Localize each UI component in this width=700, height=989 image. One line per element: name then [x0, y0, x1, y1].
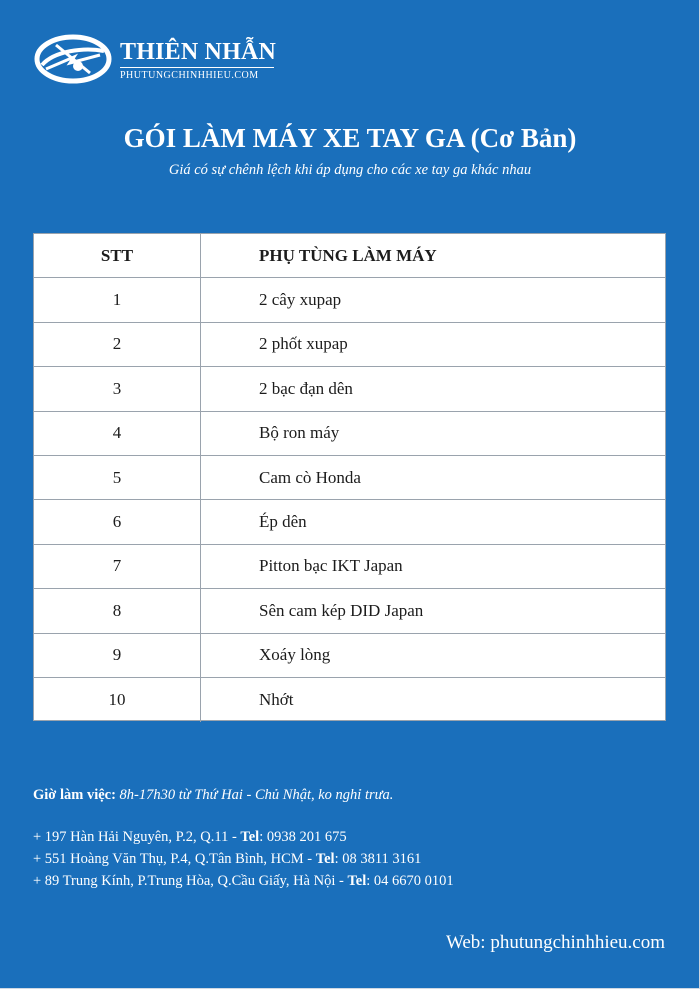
table-row [34, 323, 665, 367]
column-divider [200, 589, 201, 632]
row-part: Cam cò Honda [259, 467, 361, 487]
row-part: Ép dên [259, 512, 307, 532]
header-stt: STT [100, 245, 134, 265]
address-line [33, 829, 347, 846]
row-part: Sên cam kép DID Japan [259, 600, 424, 620]
row-stt: 10 [108, 690, 126, 710]
row-stt: 2 [112, 334, 122, 354]
parts-table [33, 233, 666, 721]
website-link[interactable]: Web: phutungchinhhieu.com [445, 932, 665, 953]
table-row [34, 412, 665, 456]
row-stt: 9 [112, 645, 122, 665]
row-part: Pitton bạc IKT Japan [259, 556, 403, 576]
table-row [34, 278, 665, 322]
table-row [34, 678, 665, 722]
header-part: PHỤ TÙNG LÀM MÁY [259, 245, 437, 265]
table-row [34, 634, 665, 678]
table-row [34, 367, 665, 411]
row-stt: 6 [112, 512, 122, 532]
address-text: + 197 Hàn Hải Nguyên, P.2, Q.11 - [33, 829, 241, 845]
working-hours-label: Giờ làm việc: [33, 787, 116, 803]
address-line [33, 851, 421, 868]
table-header-row [34, 234, 665, 278]
tel-label: Tel [315, 851, 335, 867]
address-line [33, 873, 454, 890]
phone-number[interactable]: : 0938 201 675 [259, 829, 347, 845]
working-hours [33, 787, 393, 804]
table-row [34, 456, 665, 500]
working-hours-value: 8h-17h30 từ Thứ Hai - Chủ Nhật, ko nghỉ trưa. [119, 787, 394, 803]
page-subtitle: Giá có sự chênh lệch khi áp dụng cho các xe tay ga khác nhau [168, 162, 532, 178]
row-stt: 3 [112, 378, 122, 398]
row-part: Nhớt [259, 690, 294, 710]
table-row [34, 589, 665, 633]
column-divider [200, 323, 201, 366]
brand-site: PHUTUNGCHINHHIEU.COM [120, 70, 259, 81]
row-stt: 8 [112, 600, 122, 620]
brand-logo[interactable] [34, 33, 294, 85]
column-divider [200, 456, 201, 499]
address-text: + 89 Trung Kính, P.Trung Hòa, Q.Cầu Giấy, Hà Nội - [33, 873, 348, 889]
row-part: Xoáy lòng [259, 645, 331, 665]
column-divider [200, 500, 201, 543]
column-divider [200, 545, 201, 588]
column-divider [200, 278, 201, 321]
row-part: 2 bạc đạn dên [259, 378, 353, 398]
column-divider [200, 367, 201, 410]
row-part: Bộ ron máy [259, 423, 340, 443]
column-divider [200, 234, 201, 277]
address-text: + 551 Hoàng Văn Thụ, P.4, Q.Tân Bình, HCM - [33, 851, 316, 867]
row-stt: 7 [112, 556, 122, 576]
row-part: 2 cây xupap [259, 290, 342, 310]
row-stt: 5 [112, 467, 122, 487]
row-part: 2 phốt xupap [259, 334, 348, 354]
phone-number[interactable]: : 04 6670 0101 [366, 873, 454, 889]
phone-number[interactable]: : 08 3811 3161 [334, 851, 422, 867]
brand-divider [120, 67, 274, 68]
row-stt: 4 [112, 423, 122, 443]
row-stt: 1 [112, 290, 122, 310]
table-row [34, 500, 665, 544]
tel-label: Tel [240, 829, 260, 845]
column-divider [200, 412, 201, 455]
table-row [34, 545, 665, 589]
column-divider [200, 634, 201, 677]
tel-label: Tel [347, 873, 367, 889]
brand-name: THIÊN NHẪN [120, 39, 277, 65]
thien-nhan-logo-icon [34, 33, 112, 85]
page-title: GÓI LÀM MÁY XE TAY GA (Cơ Bản) [123, 123, 577, 153]
column-divider [200, 678, 201, 722]
